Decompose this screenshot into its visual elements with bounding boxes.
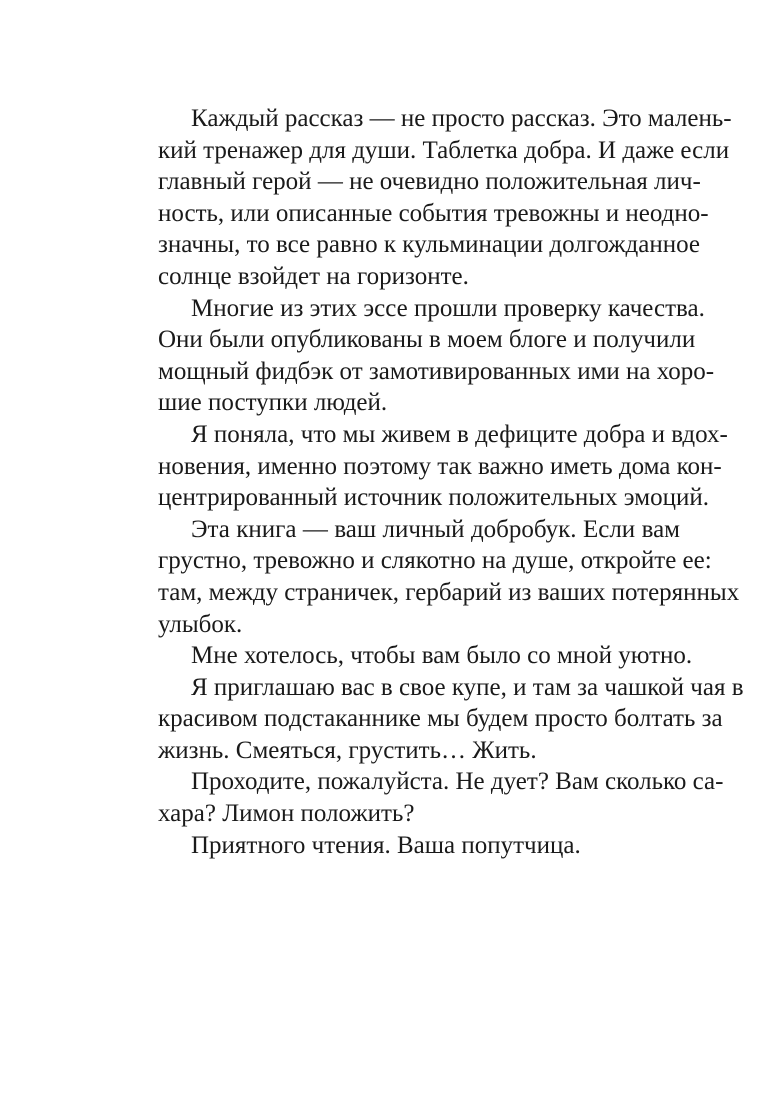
text-line: Они были опубликованы в моем блоге и получили: [158, 326, 696, 354]
text-line: Эта книга — ваш личный добробук. Если вам: [191, 515, 680, 543]
text-line: главный герой — не очевидно положительная лич-: [158, 168, 701, 196]
text-line: новения, именно поэтому так важно иметь дома кон-: [158, 452, 722, 480]
text-line: Я приглашаю вас в свое купе, и там за чашкой чая в: [191, 673, 744, 701]
text-line: там, между страничек, гербарий из ваших потерянных: [158, 578, 740, 606]
text-line: Многие из этих эссе прошли проверку качества.: [191, 294, 705, 322]
text-line: улыбок.: [158, 610, 243, 638]
paragraph-8: [125, 830, 680, 862]
text-line: красивом подстаканнике мы будем просто болтать за: [158, 705, 723, 733]
paragraph-7: [125, 766, 724, 829]
text-line: Я поняла, что мы живем в дефиците добра и вдох-: [191, 420, 728, 448]
text-line: шие поступки людей.: [158, 389, 388, 417]
text-line: хара? Лимон положить?: [158, 800, 415, 828]
text-line: ность, или описанные события тревожны и неодно-: [158, 199, 709, 227]
text-line: Мне хотелось, чтобы вам было со мной уютно.: [191, 642, 693, 670]
body-text: [125, 103, 744, 861]
paragraph-2: [125, 293, 715, 419]
paragraph-3: [125, 419, 728, 514]
text-line: солнце взойдет на горизонте.: [158, 262, 469, 290]
text-line: Каждый рассказ — не просто рассказ. Это малень-: [191, 105, 732, 132]
paragraph-6: [125, 672, 744, 767]
text-line: Приятного чтения. Ваша попутчица.: [191, 831, 581, 859]
paragraph-5: [125, 640, 693, 672]
text-line: грустно, тревожно и слякотно на душе, откройте ее:: [158, 547, 712, 575]
text-line: кий тренажер для души. Таблетка добра. И даже если: [158, 136, 730, 164]
text-line: Проходите, пожалуйста. Не дует? Вам сколько са-: [191, 768, 724, 796]
paragraph-4: [125, 514, 740, 640]
text-line: мощный фидбэк от замотивированных ими на хоро-: [158, 357, 715, 385]
paragraph-1: [125, 103, 732, 293]
text-line: жизнь. Смеяться, грустить… Жить.: [158, 736, 537, 764]
text-line: центрированный источник положительных эмоций.: [158, 484, 709, 512]
text-line: значны, то все равно к кульминации долгожданное: [158, 231, 701, 259]
